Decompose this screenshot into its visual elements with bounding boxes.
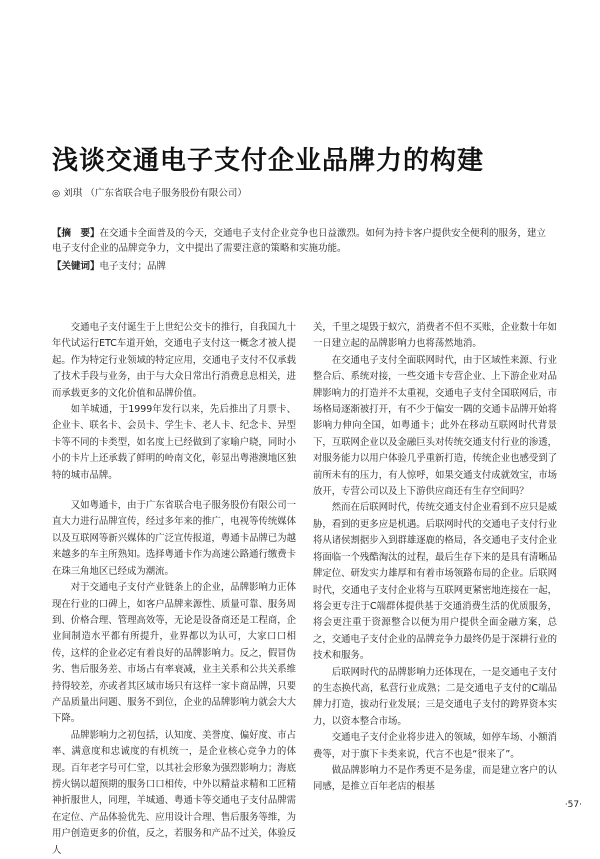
body-paragraph: 做品牌影响力不是作秀更不是务虚，而是建立客户的认同感，是推立百年老店的根基 <box>313 764 557 793</box>
abstract-text: 在交通卡全面普及的今天，交通电子支付企业竞争也日益激烈。如何为持卡客户提供安全便利的服务，建立电子支付企业的品牌竞争力，文中提出了需要注意的策略和实施功能。 <box>52 228 547 254</box>
body-paragraph: 然而在后联网时代，传统交通支付企业看到不应只是威胁，看到的更多应是机遇。后联网时代的交通电子支付行业将从诸侯割据步入到群雄逐鹿的格局，各交通电子支付企业将面临一个残酷淘汰的过程，最后生存下来的是具有清晰品牌定位、研发实力雄厚和有着市场领路布局的企业。后联网时代，交通电子支付企业将与互联网更紧密地连接在一起，将会更专注于C端群体提供基于交通消费生活的优质服务，将会更注重于资源整合以便为用户提供全面金融方案，总之，交通电子支付企业的品牌竞争力最终仍是于深耕行业的技术和服务。 <box>313 502 557 662</box>
abstract-block <box>52 226 552 256</box>
body-paragraph: 又如粤通卡，由于广东省联合电子服务股份有限公司一直大力进行品牌宣传，经过多年来的推广，电视等传统媒体以及互联网等新兴媒体的广泛宣传报道，粤通卡品牌已为越来越多的车主所熟知。选择粤通卡作为高速公路通行缴费卡在珠三角地区已经成为潮流。 <box>52 500 296 577</box>
abstract-label: 【摘 要】 <box>52 228 100 239</box>
body-paragraph: 交通电子支付诞生于上世纪公交卡的推行，自我国九十年代试运行ETC车道开始，交通电子支付这一概念才被人提起。作为特定行业领域的特定应用，交通电子支付不仅承载了技术手段与业务，由于与大众日常出行消费息息相关，进而承载更多的文化价值和品牌价值。 <box>52 322 296 399</box>
keywords-label: 【关键词】 <box>52 261 100 272</box>
keywords-text: 电子支付；品牌 <box>99 261 167 272</box>
article-byline: ◎ 刘琪 （广东省联合电子服务股份有限公司） <box>52 188 247 199</box>
body-column-right <box>313 320 557 796</box>
body-paragraph: 交通电子支付企业将步进入的领域，如停车场、小额消费等，对于旗下卡类来说，代言不也是“很来了”。 <box>313 732 557 760</box>
article-title: 浅谈交通电子支付企业品牌力的构建 <box>52 146 485 176</box>
body-column-left <box>52 320 296 859</box>
body-paragraph: 关，千里之堤毁于蚁穴，消费者不但不买账，企业数十年如一日建立起的品牌影响力也将荡然地消。 <box>313 322 557 350</box>
body-paragraph: 品牌影响力之初包括，认知度、美誉度、偏好度、市占率、满意度和忠诚度的有机统一，是企业核心竞争力的体现。百年老字号可仁堂，以其社会形象为强烈影响力；海底捞火锅以超预期的服务口口相传，中外以精益求精和工匠精神折服世人，同理，羊城通、粤通卡等交通电子支付品牌需在定位、产品体验优先、应用设计合理、售后服务等维，为用户创造更多的价值，反之，若服务和产品不过关，体验反人 <box>52 729 296 856</box>
keywords-block <box>52 258 166 272</box>
body-paragraph: 如羊城通，于1999年发行以来，先后推出了月票卡、企业卡、联名卡、会员卡、学生卡、老人卡、纪念卡、异型卡等不同的卡类型，如名度上已经做到了家喻户晓，同时小小的卡片上还承载了鲜明的岭南文化，彰显出粤港澳地区独特的城市品牌。 <box>52 404 296 481</box>
body-paragraph: 在交通电子支付全面联网时代，由于区域性来源、行业整合后、系统对接，一些交通卡专营企业、上下游企业对品牌影响力的打造并不太重视，交通电子支付全国联网后，市场格局逐渐被打开，有不少于偏安一隅的交通卡品牌开始将影响力伸向全国，如粤通卡；此外在移动互联网时代背景下，互联网企业以及金融巨头对传统交通支付行业的渗透，对服务能力以用户体验几乎重新打造，传统企业也感受到了前所未有的压力，有人惊呼，如果交通支付成就效宝，市场放开，专营公司以及上下游供应商还有生存空间吗？ <box>313 354 557 498</box>
body-paragraph: 对于交通电子支付产业链条上的企业，品牌影响力正体现在行业的口碑上，如客户品牌来源性、质量可靠、服务周到、价格合理、管理高效等，无论是设备商还是工程商，企业间制造水平都有所提升，业界都以为认可，大家口口相传，这样的企业必定有着良好的品牌影响力。反之，假冒伪劣、售后服务差、市场占有率衰减，业主关系和公共关系维持得较差，亦或者其区域市场只有这样一家卡商品牌，只要产品质量出问题、服务不到位，企业的品牌影响力就会大大下降。 <box>52 582 296 725</box>
body-paragraph: 后联网时代的品牌影响力还体现在，一是交通电子支付的生态换代高，私营行业成熟；二是交通电子支付的C端品牌力打造，拔动行业发展；三是交通电子支付的跨界资本实力，以资本整合市场。 <box>313 666 557 727</box>
page-number: ·57· <box>564 800 582 810</box>
